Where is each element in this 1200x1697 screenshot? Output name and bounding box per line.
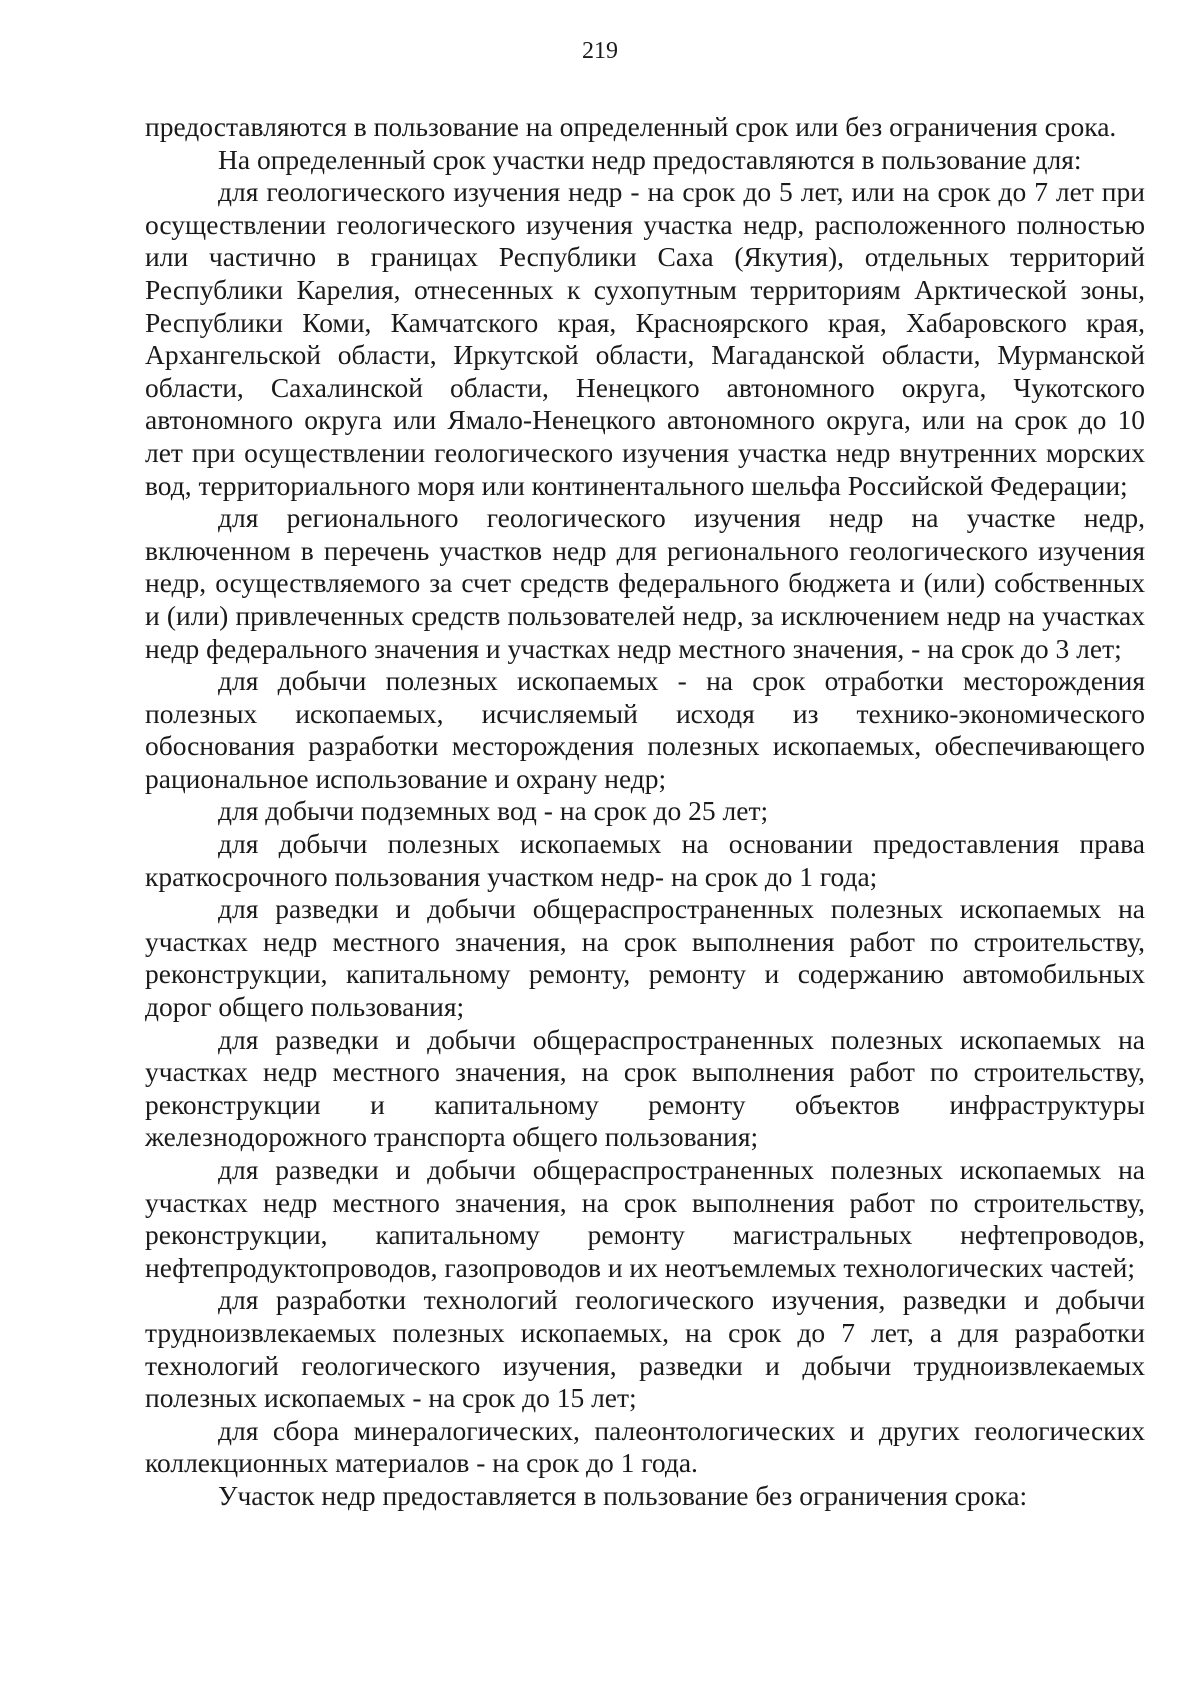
paragraph-unlimited-term-intro: Участок недр предоставляется в пользование без ограничения срока: <box>218 1479 1028 1511</box>
document-body <box>145 111 1145 1513</box>
paragraph-railway: для разведки и добычи общераспространенных полезных ископаемых на участках недр местного значения, на срок выполнения работ по строительству, реконструкции и капитальному ремонту объектов инфраструктуры железнодорожного транспорта общего пользования; <box>145 1023 1145 1153</box>
paragraph-continuation: предоставляются в пользование на определенный срок или без ограничения срока. <box>145 111 1117 142</box>
paragraph-pipelines: для разведки и добычи общераспространенных полезных ископаемых на участках недр местного значения, на срок выполнения работ по строительству, реконструкции, капитальному ремонту магистральных нефтепроводов, нефтепродуктопроводов, газопроводов и их неотъемлемых технологических частей; <box>145 1154 1145 1283</box>
paragraph-groundwater: для добычи подземных вод - на срок до 25 лет; <box>218 795 769 827</box>
paragraph-geological-study: для геологического изучения недр - на срок до 5 лет, или на срок до 7 лет при осуществлении геологического изучения участка недр, расположенного полностью или частично в границах Республики Саха (Якутия), отдельных территорий Республики Карелия, отнесенных к сухопутным территориям Арктической зоны, Республики Коми, Камчатского края, Красноярского края, Хабаровского края, Архангельской области, Иркутской области, Магаданской области, Мурманской области, Сахалинской области, Ненецкого автономного округа, Чукотского автономного округа или Ямало-Ненецкого автономного округа, или на срок до 10 лет при осуществлении геологического изучения участка недр внутренних морских вод, территориального моря или континентального шельфа Российской Федерации; <box>145 176 1145 501</box>
paragraph-technologies: для разработки технологий геологического изучения, разведки и добычи трудноизвлекаемых полезных ископаемых, на срок до 7 лет, а для разработки технологий геологического изучения, разведки и добычи трудноизвлекаемых полезных ископаемых - на срок до 15 лет; <box>145 1284 1145 1414</box>
paragraph-fixed-term-intro: На определенный срок участки недр предоставляются в пользование для: <box>218 143 1082 175</box>
page-number: 219 <box>582 38 618 64</box>
paragraph-mineral-extraction: для добычи полезных ископаемых - на срок отработки месторождения полезных ископаемых, исчисляемый исходя из технико-экономического обоснования разработки месторождения полезных ископаемых, обеспечивающего рациональное использование и охрану недр; <box>145 665 1145 794</box>
paragraph-short-term-use: для добычи полезных ископаемых на основании предоставления права краткосрочного пользования участком недр- на срок до 1 года; <box>145 828 1145 892</box>
paragraph-regional-geological-study: для регионального геологического изучения недр на участке недр, включенном в перечень участков недр для регионального геологического изучения недр, осуществляемого за счет средств федерального бюджета и (или) собственных и (или) привлеченных средств пользователей недр, за исключением недр на участках недр федерального значения и участках недр местного значения, - на срок до 3 лет; <box>145 502 1145 664</box>
paragraph-roads: для разведки и добычи общераспространенных полезных ископаемых на участках недр местного значения, на срок выполнения работ по строительству, реконструкции, капитальному ремонту, ремонту и содержанию автомобильных дорог общего пользования; <box>145 893 1145 1023</box>
paragraph-collections: для сбора минералогических, палеонтологических и других геологических коллекционных материалов - на срок до 1 года. <box>145 1414 1145 1479</box>
